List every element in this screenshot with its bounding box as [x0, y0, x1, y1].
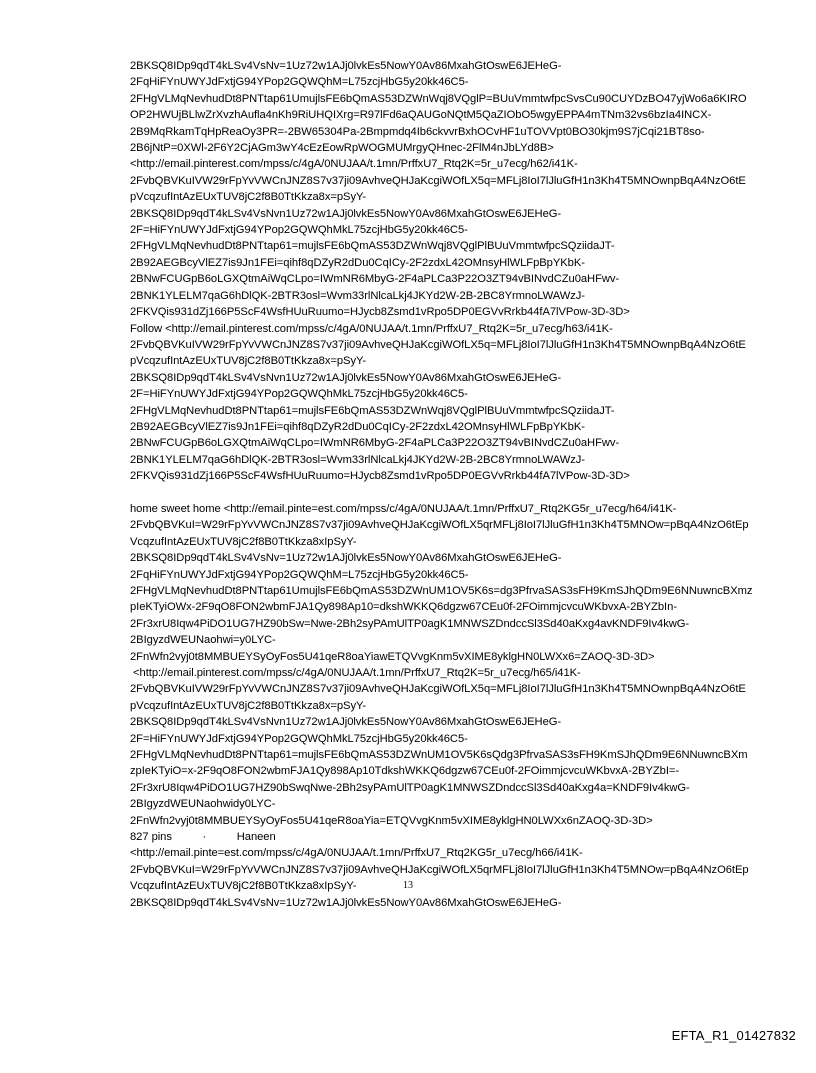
text-line: 2BNK1YLELM7qaG6hDlQK-2BTR3osl=Wvm33rlNlcaLkj4JKYd2W-2B-2BC8YrmnoLWAWzJ- [130, 453, 585, 466]
text-line: 2FvbQBVKuI=W29rFpYvVWCnJNZ8S7v37ji09AvhveQHJaKcgiWOfLX5qrMFLj8IoI7lJluGfH1n3Kh4T5MNOw=pBqA4NzO6tEp [130, 519, 749, 532]
text-line: 2F=HiFYnUWYJdFxtjG94YPop2GQWQhMkL75zcjHbG5y20kk46C5- [130, 224, 468, 237]
text-line: 2FvbQBVKuIVW29rFpYvVWCnJNZ8S7v37ji09AvhveQHJaKcgiWOfLX5q=MFLj8IoI7lJluGfH1n3Kh4T5MNOwnpBqA4NzO6tE [130, 683, 746, 696]
text-line: 2FHgVLMqNevhudDt8PNTtap61=mujlsFE6bQmAS53DZWnWqj8VQglPlBUuVmmtwfpcSQziidaJT- [130, 240, 615, 253]
text-line: Follow <http://email.pinterest.com/mpss/c/4gA/0NUJAA/t.1mn/PrffxU7_Rtq2K=5r_u7ecg/h63/i41K- [130, 322, 613, 335]
text-line: 2BKSQ8IDp9qdT4kLSv4VsNv=1Uz72w1AJj0lvkEs5NowY0Av86MxahGtOswE6JEHeG- [130, 896, 562, 909]
text-line: pIeKTyiOWx-2F9qO8FON2wbmFJA1Qy898Ap10=dkshWKKQ6dgzw67CEu0f-2FOimmjcvcuWKbvxA-2BYZbIn- [130, 601, 677, 614]
text-line: <http://email.pinterest.com/mpss/c/4gA/0NUJAA/t.1mn/PrffxU7_Rtq2K=5r_u7ecg/h62/i41K- [130, 158, 578, 171]
text-line: 827 pins · Haneen [130, 831, 276, 844]
page-number: 13 [403, 880, 413, 891]
text-line: 2FKVQis931dZj166P5ScF4WsfHUuRuumo=HJycb8Zsmd1vRpo5DP0EGVvRrkb44fA7lVPow-3D-3D> [130, 470, 630, 483]
text-line: zpIeKTyiO=x-2F9qO8FON2wbmFJA1Qy898Ap10TdkshWKKQ6dgzw67CEu0f-2FOimmjcvcuWKbvxA-2BYZbI=- [130, 765, 680, 778]
text-line: 2BNK1YLELM7qaG6hDlQK-2BTR3osl=Wvm33rlNlcaLkj4JKYd2W-2B-2BC8YrmnoLWAWzJ- [130, 289, 585, 302]
text-line: 2F=HiFYnUWYJdFxtjG94YPop2GQWQhMkL75zcjHbG5y20kk46C5- [130, 732, 468, 745]
text-line: <http://email.pinte=est.com/mpss/c/4gA/0NUJAA/t.1mn/PrffxU7_Rtq2KG5r_u7ecg/h66/i41K- [130, 847, 583, 860]
text-line: 2FvbQBVKuIVW29rFpYvVWCnJNZ8S7v37ji09AvhveQHJaKcgiWOfLX5q=MFLj8IoI7lJluGfH1n3Kh4T5MNOwnpBqA4NzO6tE [130, 174, 746, 187]
text-line: 2B6jNtP=0XWl-2F6Y2CjAGm3wY4cEzEowRpWOGMUMrgyQHnec-2FlM4nJbLYd8B> [130, 142, 554, 155]
text-line: pVcqzufIntAzEUxTUV8jC2f8B0TtKkza8x=pSyY- [130, 699, 367, 712]
text-line: VcqzufIntAzEUxTUV8jC2f8B0TtKkza8xIpSyY- [130, 535, 357, 548]
text-line: 2B9MqRkamTqHpReaOy3PR=-2BW65304Pa-2Bmpmdq4Ib6ckvvrBxhOCvHF1uTOVVpt0BO30kjm9S7jCqi21BT8so- [130, 125, 705, 138]
text-line: 2FvbQBVKuI=W29rFpYvVWCnJNZ8S7v37ji09AvhveQHJaKcgiWOfLX5qrMFLj8IoI7lJluGfH1n3Kh4T5MNOw=pBqA4NzO6tEp [130, 863, 749, 876]
text-line: 2Fr3xrU8Iqw4PiDO1UG7HZ90bSw=Nwe-2Bh2syPAmUlTP0agK1MNWSZDndccSl3Sd40aKxg4avKNDF9Iv4kwG- [130, 617, 690, 630]
text-line: 2BIgyzdWEUNaohwi=y0LYC- [130, 634, 276, 647]
bates-number: EFTA_R1_01427832 [671, 1028, 796, 1043]
link-text-block-2 [130, 501, 780, 911]
text-line: 2BKSQ8IDp9qdT4kLSv4VsNvn1Uz72w1AJj0lvkEs5NowY0Av86MxahGtOswE6JEHeG- [130, 207, 562, 220]
text-line: 2BKSQ8IDp9qdT4kLSv4VsNv=1Uz72w1AJj0lvkEs5NowY0Av86MxahGtOswE6JEHeG- [130, 552, 562, 565]
link-text-block-1 [130, 58, 780, 485]
text-line: 2FvbQBVKuIVW29rFpYvVWCnJNZ8S7v37ji09AvhveQHJaKcgiWOfLX5q=MFLj8IoI7lJluGfH1n3Kh4T5MNOwnpBqA4NzO6tE [130, 338, 746, 351]
text-line: 2B92AEGBcyVlEZ7is9Jn1FEi=qihf8qDZyR2dDu0CqICy-2F2zdxL42OMnsyHlWLFpBpYKbK- [130, 256, 585, 269]
text-line: OP2HWUjBLlwZrXvzhAufla4nKh9RiUHQIXrg=R97lFd6aQAUGoNQtM5QaZIObO5wgyEPPA4mTNm32vs6bzIa4INCX- [130, 109, 712, 122]
paragraph-spacer [130, 485, 780, 501]
text-line: 2FHgVLMqNevhudDt8PNTtap61=mujlsFE6bQmAS53DZWnUM1OV5K6sQdg3PfrvaSAS3sFH9KmSJhQDm9E6NNuwncBXm [130, 749, 748, 762]
text-line: 2FHgVLMqNevhudDt8PNTtap61UmujlsFE6bQmAS53DZWnUM1OV5K6s=dg3PfrvaSAS3sFH9KmSJhQDm9E6NNuwncBXmz [130, 584, 753, 597]
text-line: 2BKSQ8IDp9qdT4kLSv4VsNv=1Uz72w1AJj0lvkEs5NowY0Av86MxahGtOswE6JEHeG- [130, 60, 562, 72]
text-line: home sweet home <http://email.pinte=est.com/mpss/c/4gA/0NUJAA/t.1mn/PrffxU7_Rtq2KG5r_u7ecg/h64/i41K- [130, 502, 677, 515]
text-line: 2BIgyzdWEUNaohwidy0LYC- [130, 798, 276, 811]
text-line: 2F=HiFYnUWYJdFxtjG94YPop2GQWQhMkL75zcjHbG5y20kk46C5- [130, 388, 468, 401]
text-line: pVcqzufIntAzEUxTUV8jC2f8B0TtKkza8x=pSyY- [130, 191, 367, 204]
text-line: VcqzufIntAzEUxTUV8jC2f8B0TtKkza8xIpSyY- [130, 880, 357, 893]
text-line: 2BNwFCUGpB6oLGXQtmAiWqCLpo=IWmNR6MbyG-2F4aPLCa3P22O3ZT94vBINvdCZu0aHFwv- [130, 437, 620, 450]
email-body-text [130, 58, 780, 911]
text-line: 2BKSQ8IDp9qdT4kLSv4VsNvn1Uz72w1AJj0lvkEs5NowY0Av86MxahGtOswE6JEHeG- [130, 716, 562, 729]
text-line: 2FqHiFYnUWYJdFxtjG94YPop2GQWQhM=L75zcjHbG5y20kk46C5- [130, 568, 469, 581]
text-line: 2BKSQ8IDp9qdT4kLSv4VsNvn1Uz72w1AJj0lvkEs5NowY0Av86MxahGtOswE6JEHeG- [130, 371, 562, 384]
text-line: 2FqHiFYnUWYJdFxtjG94YPop2GQWQhM=L75zcjHbG5y20kk46C5- [130, 76, 469, 89]
text-line: 2FHgVLMqNevhudDt8PNTtap61=mujlsFE6bQmAS53DZWnWqj8VQglPlBUuVmmtwfpcSQziidaJT- [130, 404, 615, 417]
text-line: 2FnWfn2vyj0t8MMBUEYSyOyFos5U41qeR8oaYiawETQVvgKnm5vXIME8yklgHN0LWXx6=ZAOQ-3D-3D> [130, 650, 655, 663]
text-line: 2FKVQis931dZj166P5ScF4WsfHUuRuumo=HJycb8Zsmd1vRpo5DP0EGVvRrkb44fA7lVPow-3D-3D> [130, 306, 630, 319]
text-line: pVcqzufIntAzEUxTUV8jC2f8B0TtKkza8x=pSyY- [130, 355, 367, 368]
text-line: 2FHgVLMqNevhudDt8PNTtap61UmujlsFE6bQmAS53DZWnWqj8VQglP=BUuVmmtwfpcSvsCu90CUYDzBO47yjWo6a6KIRO [130, 92, 747, 105]
text-line: 2BNwFCUGpB6oLGXQtmAiWqCLpo=IWmNR6MbyG-2F4aPLCa3P22O3ZT94vBINvdCZu0aHFwv- [130, 273, 620, 286]
text-line: 2FnWfn2vyj0t8MMBUEYSyOyFos5U41qeR8oaYia=ETQVvgKnm5vXIME8yklgHN0LWXx6nZAOQ-3D-3D> [130, 814, 653, 827]
text-line: 2Fr3xrU8Iqw4PiDO1UG7HZ90bSwqNwe-2Bh2syPAmUlTP0agK1MNWSZDndccSl3Sd40aKxg4a=KNDF9Iv4kwG- [130, 781, 690, 794]
text-line: <http://email.pinterest.com/mpss/c/4gA/0NUJAA/t.1mn/PrffxU7_Rtq2K=5r_u7ecg/h65/i41K- [130, 667, 581, 680]
text-line: 2B92AEGBcyVlEZ7is9Jn1FEi=qihf8qDZyR2dDu0CqICy-2F2zdxL42OMnsyHlWLFpBpYKbK- [130, 420, 585, 433]
